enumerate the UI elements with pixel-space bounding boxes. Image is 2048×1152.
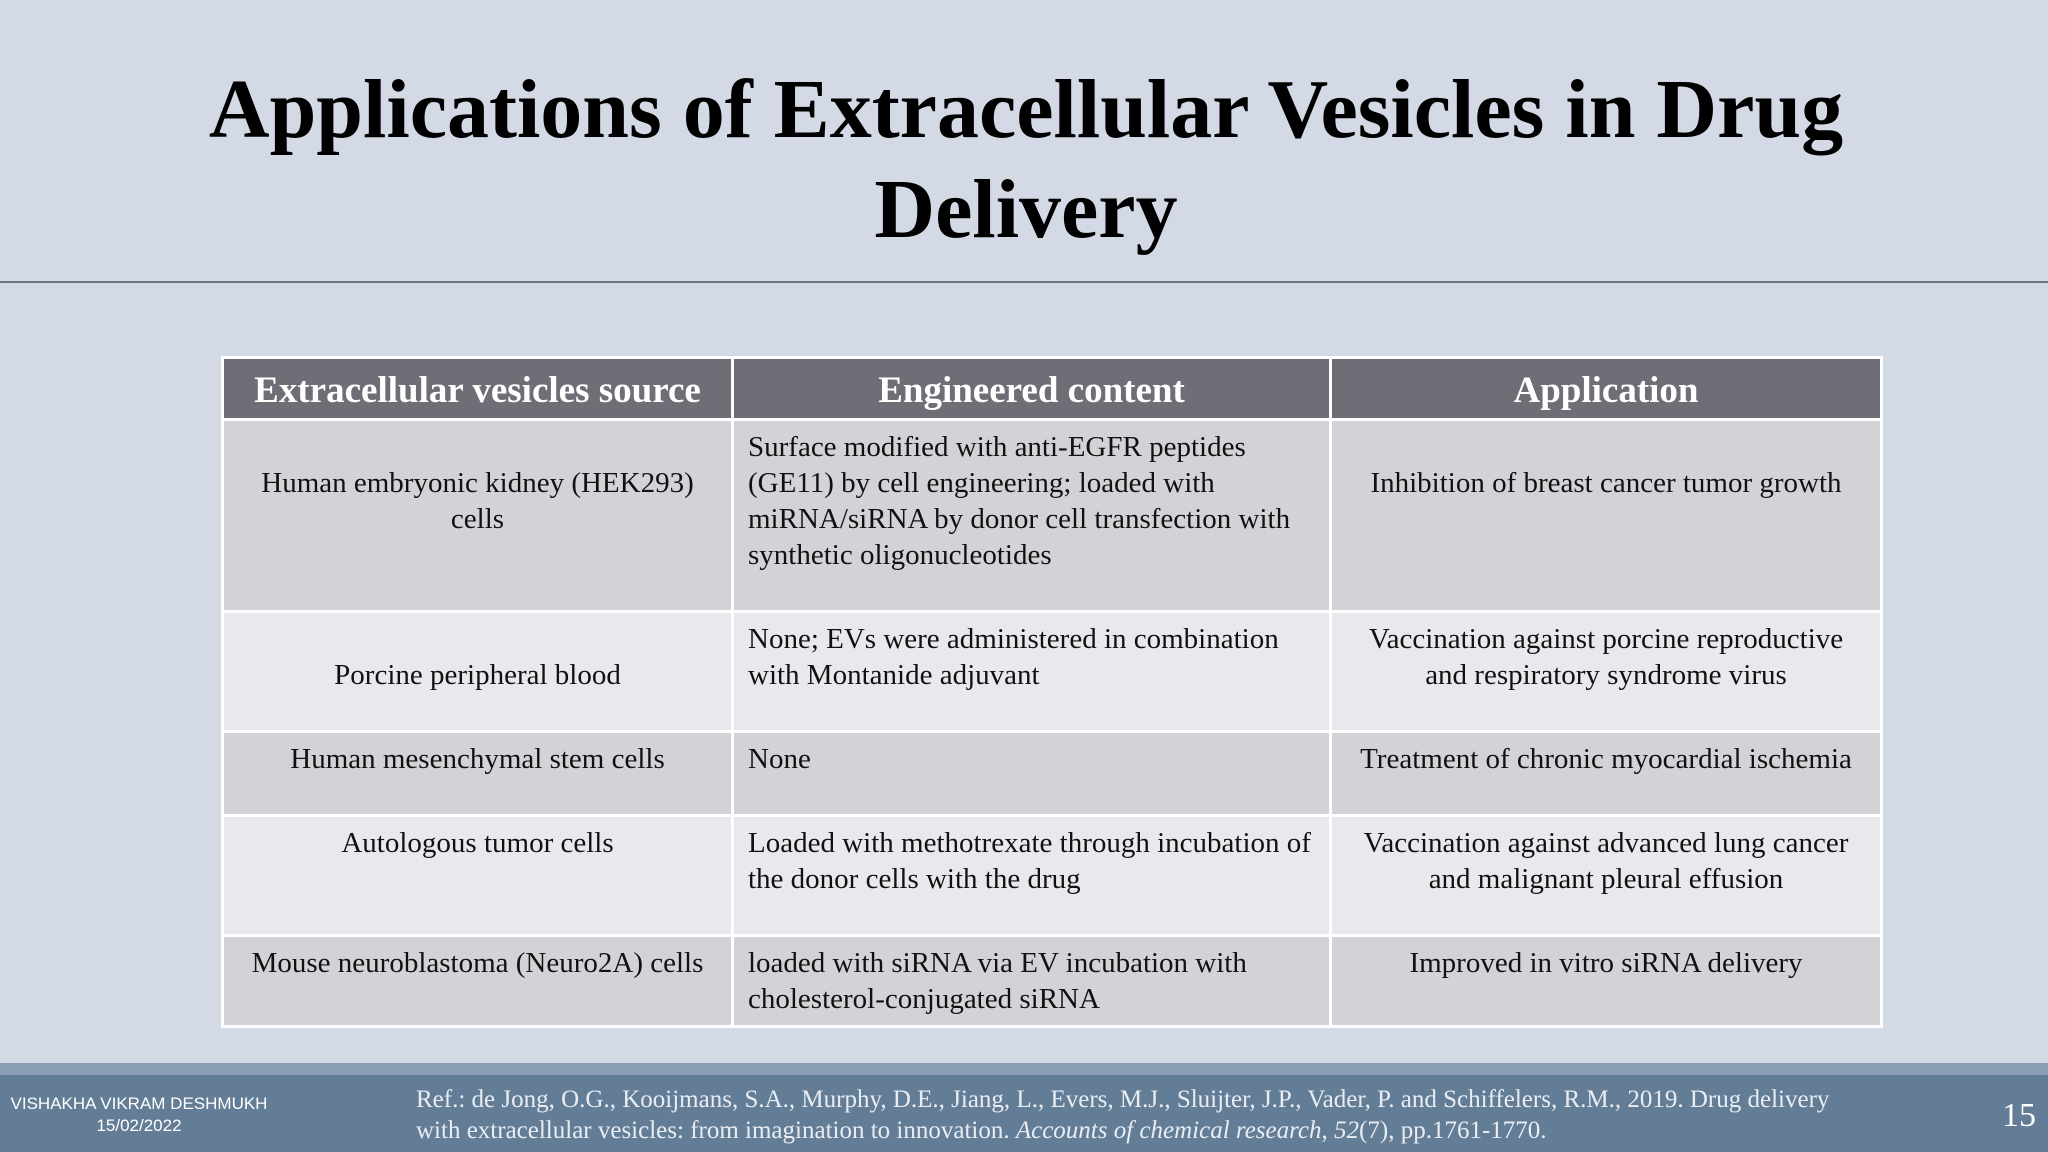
cell-source: Porcine peripheral blood <box>223 612 733 732</box>
reference-citation <box>416 1084 1836 1146</box>
table-row <box>223 732 1882 816</box>
column-header-application: Application <box>1331 358 1882 420</box>
cell-content: Surface modified with anti-EGFR peptides (GE11) by cell engineering; loaded with miRNA/siRNA by donor cell transfection with synthetic oligonucleotides <box>733 420 1331 612</box>
table-row <box>223 612 1882 732</box>
presentation-date: 15/02/2022 <box>96 1116 182 1135</box>
cell-application: Improved in vitro siRNA delivery <box>1331 936 1882 1027</box>
reference-journal: Accounts of chemical research <box>1015 1117 1322 1144</box>
reference-volume: 52 <box>1334 1117 1360 1144</box>
cell-source: Autologous tumor cells <box>223 816 733 936</box>
cell-application: Treatment of chronic myocardial ischemia <box>1331 732 1882 816</box>
table-row <box>223 936 1882 1027</box>
title-divider <box>0 281 2048 283</box>
author-block <box>0 1093 278 1137</box>
column-header-content: Engineered content <box>733 358 1331 420</box>
cell-source: Human mesenchymal stem cells <box>223 732 733 816</box>
reference-text: Ref.: de Jong, O.G., Kooijmans, S.A., Murphy, D.E., Jiang, L., Evers, M.J., Sluijter, J.P., Vader, P. and Schiffelers, R.M., 2019. Drug delivery with extracellular vesicles: from imagination to innovation. <box>416 1086 1830 1144</box>
column-header-source: Extracellular vesicles source <box>223 358 733 420</box>
footer-accent-bar <box>0 1063 2048 1075</box>
cell-application: Vaccination against porcine reproductive and respiratory syndrome virus <box>1331 612 1882 732</box>
slide-title: Applications of Extracellular Vesicles in Drug Delivery <box>208 63 1844 256</box>
cell-content: Loaded with methotrexate through incubation of the donor cells with the drug <box>733 816 1331 936</box>
cell-source: Mouse neuroblastoma (Neuro2A) cells <box>223 936 733 1027</box>
reference-pages: (7), pp.1761-1770. <box>1359 1117 1547 1144</box>
reference-separator: , <box>1321 1117 1335 1144</box>
table-header-row <box>223 358 1882 420</box>
cell-application: Vaccination against advanced lung cancer and malignant pleural effusion <box>1331 816 1882 936</box>
author-name: VISHAKHA VIKRAM DESHMUKH <box>10 1094 268 1113</box>
cell-source: Human embryonic kidney (HEK293) cells <box>223 420 733 612</box>
cell-content: loaded with siRNA via EV incubation with cholesterol-conjugated siRNA <box>733 936 1331 1027</box>
cell-application: Inhibition of breast cancer tumor growth <box>1331 420 1882 612</box>
cell-content: None <box>733 732 1331 816</box>
applications-table <box>221 356 1883 1028</box>
table-row <box>223 816 1882 936</box>
cell-content: None; EVs were administered in combination with Montanide adjuvant <box>733 612 1331 732</box>
page-number: 15 <box>2002 1097 2036 1134</box>
table-row <box>223 420 1882 612</box>
